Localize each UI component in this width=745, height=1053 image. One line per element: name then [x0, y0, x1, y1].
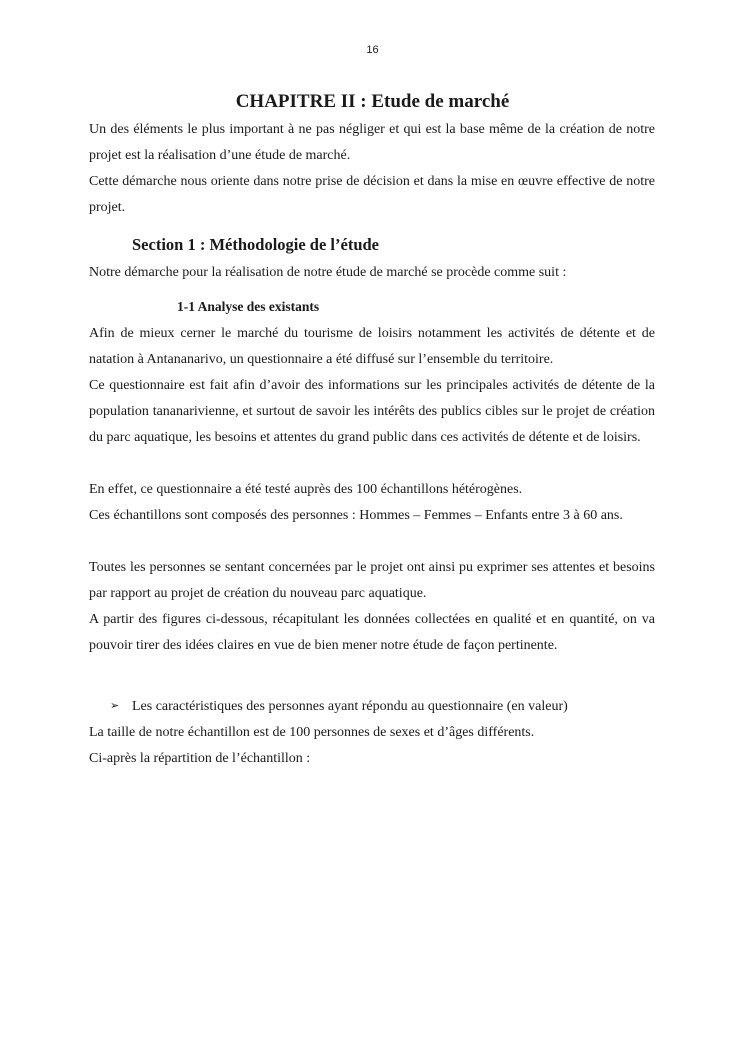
chapter-title: CHAPITRE II : Etude de marché — [235, 91, 510, 112]
intro-paragraph-2: Cette démarche nous oriente dans notre prise de décision et dans la mise en œuvre effective de notre projet. — [89, 174, 655, 215]
analysis-paragraph-3: En effet, ce questionnaire a été testé auprès des 100 échantillons hétérogènes. — [89, 482, 523, 497]
analysis-paragraph-4: Ces échantillons sont composés des personnes : Hommes – Femmes – Enfants entre 3 à 60 ans. — [89, 508, 623, 523]
analysis-paragraph-2: Ce questionnaire est fait afin d’avoir des informations sur les principales activités de détente de la population tananarivienne, et surtout de savoir les intérêts des publics cibles sur le projet de création du parc aquatique, les besoins et attentes du grand public dans ces activités de détente et de loisirs. — [89, 378, 655, 445]
analysis-paragraph-6: A partir des figures ci-dessous, récapitulant les données collectées en qualité et en quantité, on va pouvoir tirer des idées claires en vue de bien mener notre étude de façon pertinente. — [89, 612, 655, 653]
subsection-title: 1-1 Analyse des existants — [177, 299, 320, 314]
arrow-bullet-icon: ➢ — [110, 700, 120, 712]
analysis-paragraph-1: Afin de mieux cerner le marché du tourisme de loisirs notamment les activités de détente et de natation à Antananarivo, un questionnaire a été diffusé sur l’ensemble du territoire. — [89, 326, 655, 367]
sample-size-text: La taille de notre échantillon est de 100 personnes de sexes et d’âges différents. — [89, 725, 535, 740]
page-number: 16 — [366, 44, 379, 56]
analysis-paragraph-5: Toutes les personnes se sentant concernées par le projet ont ainsi pu exprimer ses attentes et besoins par rapport au projet de création du nouveau parc aquatique. — [89, 560, 655, 601]
bullet-item — [110, 695, 568, 718]
bullet-text: Les caractéristiques des personnes ayant répondu au questionnaire (en valeur) — [132, 699, 568, 714]
intro-paragraph-1: Un des éléments le plus important à ne pas négliger et qui est la base même de la création de notre projet est la réalisation d’une étude de marché. — [89, 122, 655, 163]
sample-breakdown-text: Ci-après la répartition de l’échantillon : — [89, 751, 311, 766]
section-intro: Notre démarche pour la réalisation de notre étude de marché se procède comme suit : — [89, 265, 567, 280]
section-title: Section 1 : Méthodologie de l’étude — [132, 235, 380, 254]
